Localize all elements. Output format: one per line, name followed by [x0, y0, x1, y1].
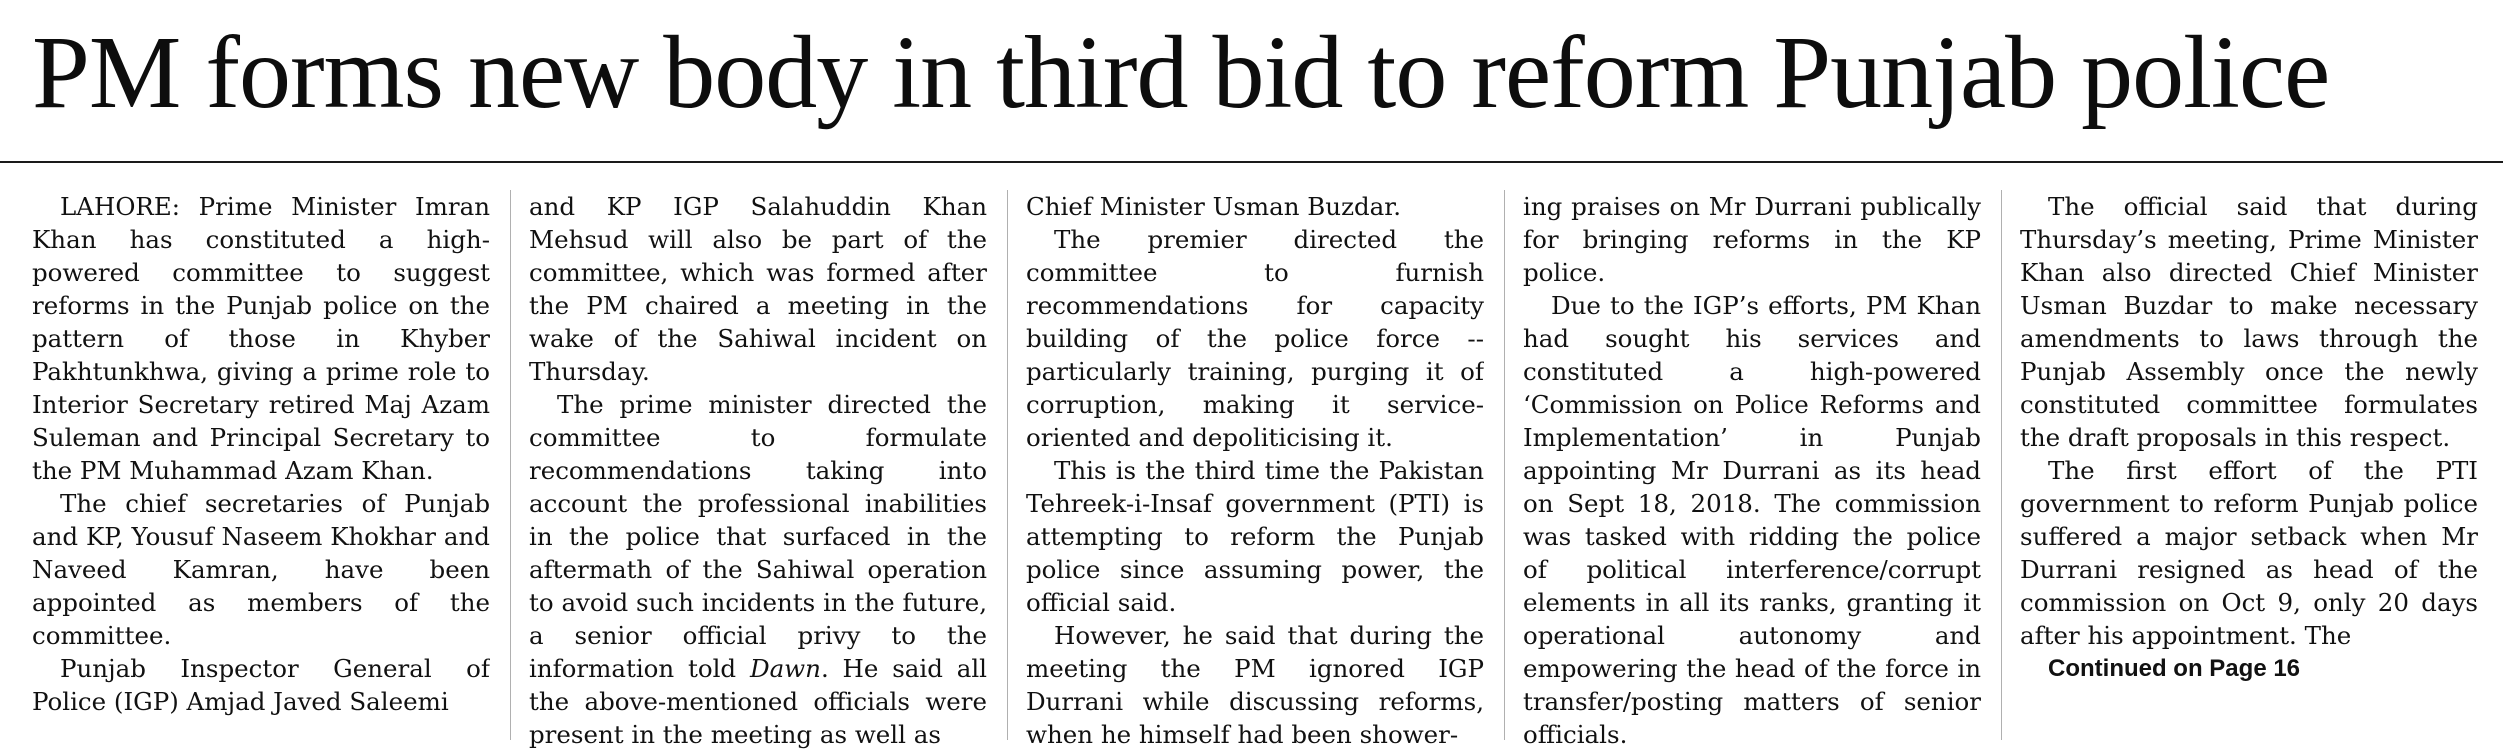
paragraph: Chief Minister Usman Buzdar.	[1026, 192, 1402, 221]
paragraph: However, he said that during the meeting the PM ignored IGP Durrani while discussing reforms, when he himself had been shower-	[1026, 621, 1484, 749]
column-divider	[510, 190, 511, 740]
column-2	[529, 190, 987, 750]
article-body	[32, 190, 2487, 750]
paragraph: and KP IGP Salahuddin Khan Mehsud will also be part of the committee, which was formed after the PM chaired a meeting in the wake of the Sahiwal incident on Thursday.	[529, 192, 987, 386]
publication-name: Dawn	[749, 654, 821, 683]
paragraph: The premier directed the committee to furnish recommendations for capacity building of the police force -- particularly training, purging it of corruption, making it service-oriented and depoliticising it.	[1026, 225, 1484, 452]
paragraph: Due to the IGP’s efforts, PM Khan had sought his services and constituted a high-powered ‘Commission on Police Reforms and Implementation’ in Punjab appointing Mr Durrani as its head on Sept 18, 2018. The commission was tasked with ridding the police of political interference/corrupt elements in all its ranks, granting it operational autonomy and empowering the head of the force in transfer/posting matters of senior officials.	[1523, 291, 1981, 749]
paragraph: This is the third time the Pakistan Tehreek-i-Insaf government (PTI) is attempting to reform the Punjab police since assuming power, the official said.	[1026, 456, 1484, 617]
paragraph: The chief secretaries of Punjab and KP, Yousuf Naseem Khokhar and Naveed Kamran, have been appointed as members of the committee.	[32, 489, 490, 650]
paragraph-text: The prime minister directed the committee to formulate recommendations taking into account the professional inabilities in the police that surfaced in the aftermath of the Sahiwal operation to avoid such incidents in the future, a senior official privy to the information told	[529, 390, 987, 683]
paragraph: The official said that during Thursday’s meeting, Prime Minister Khan also directed Chief Minister Usman Buzdar to make necessary amendments to laws through the Punjab Assembly once the newly constituted committee formulates the draft proposals in this respect.	[2020, 192, 2478, 452]
column-4	[1523, 190, 1981, 750]
paragraph-text: . He said all the above-mentioned officials were present in the meeting as well as	[529, 654, 987, 749]
column-divider	[2001, 190, 2002, 740]
paragraph: The first effort of the PTI government to reform Punjab police suffered a major setback when Mr Durrani resigned as head of the commission on Oct 9, only 20 days after his appointment. The	[2020, 456, 2478, 650]
column-divider	[1007, 190, 1008, 740]
headline-rule	[0, 161, 2503, 163]
headline: PM forms new body in third bid to reform Punjab police	[32, 15, 2330, 130]
paragraph	[529, 388, 987, 750]
continued-on-link[interactable]: Continued on Page 16	[2048, 655, 2301, 682]
paragraph: ing praises on Mr Durrani publically for bringing reforms in the KP police.	[1523, 192, 1981, 287]
column-divider	[1504, 190, 1505, 740]
column-3	[1026, 190, 1484, 750]
paragraph: LAHORE: Prime Minister Imran Khan has constituted a high-powered committee to suggest reforms in the Punjab police on the pattern of those in Khyber Pakhtunkhwa, giving a prime role to Interior Secretary retired Maj Azam Suleman and Principal Secretary to the PM Muhammad Azam Khan.	[32, 192, 490, 485]
paragraph: Punjab Inspector General of Police (IGP) Amjad Javed Saleemi	[32, 654, 490, 716]
column-5	[2020, 190, 2478, 750]
column-1	[32, 190, 490, 750]
